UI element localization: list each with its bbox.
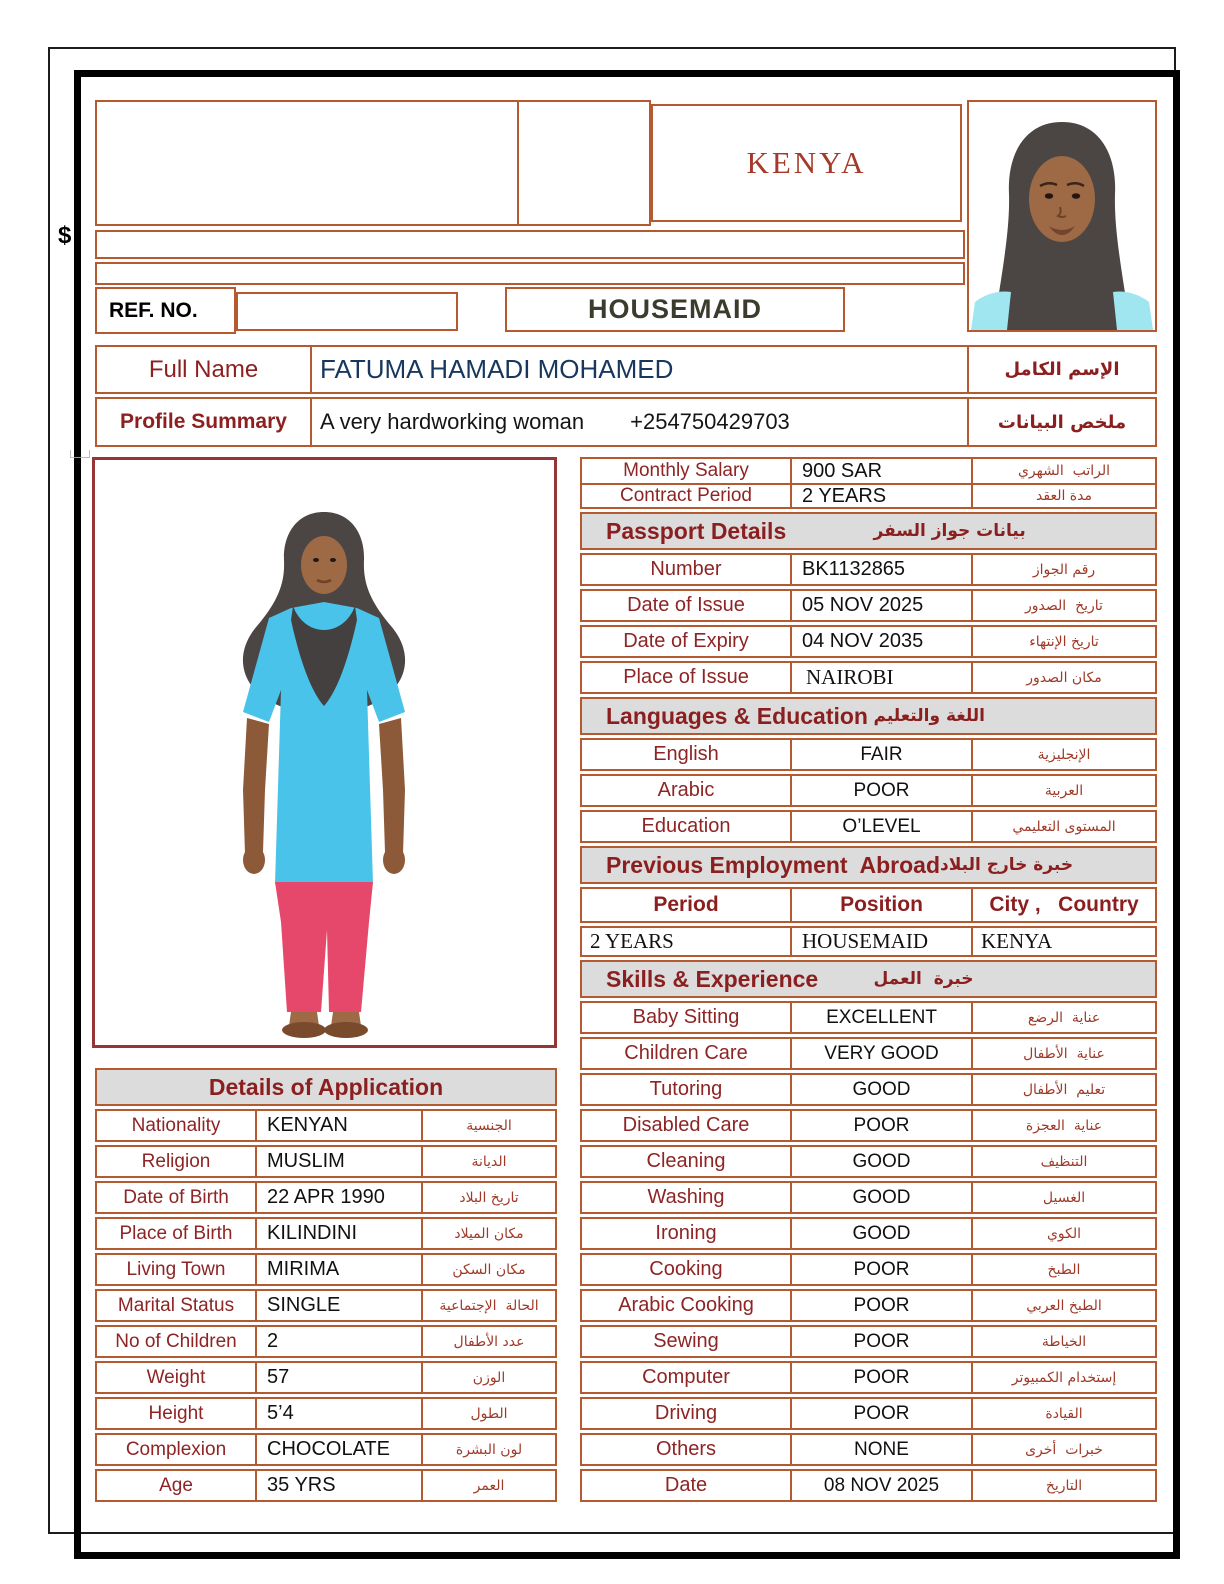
full-name-arabic-label: الإسم الكامل — [967, 347, 1155, 392]
name-summary-table — [95, 345, 1157, 450]
details-table-row — [95, 1109, 557, 1142]
info-table-row — [580, 774, 1157, 807]
row-label: Date of Issue — [627, 594, 745, 616]
row-label: Nationality — [131, 1114, 221, 1136]
info-table-row — [580, 1325, 1157, 1358]
row-value: POOR — [790, 1291, 971, 1320]
row-arabic-label: لون البشرة — [421, 1435, 555, 1464]
full-name-row — [95, 345, 1157, 394]
row-arabic-label: مدة العقد — [971, 485, 1155, 507]
row-value: NAIROBI — [790, 663, 971, 692]
row-label: Washing — [647, 1186, 725, 1208]
details-table-row — [95, 1433, 557, 1466]
row-arabic-label: التاريخ — [971, 1471, 1155, 1500]
details-table-row — [95, 1325, 557, 1358]
row-label: Contract Period — [619, 485, 752, 506]
row-arabic-label: بيانات جواز السفر — [874, 514, 1156, 548]
country-title: KENYA — [746, 145, 867, 180]
row-arabic-label: الطبخ العربي — [971, 1291, 1155, 1320]
header-empty-strip-2 — [95, 262, 965, 285]
info-table-row — [580, 810, 1157, 843]
row-arabic-label: الحالة الإجتماعية — [421, 1291, 555, 1320]
row-label: Previous Employment Abroad — [606, 851, 940, 878]
ref-no-value-box — [236, 292, 458, 331]
info-table-row — [580, 1109, 1157, 1142]
profile-summary-arabic-label: ملخص البيانات — [967, 399, 1155, 445]
row-label: Date of Expiry — [623, 630, 749, 652]
info-table-row — [580, 1289, 1157, 1322]
row-arabic-label: الخياطة — [971, 1327, 1155, 1356]
row-label: Arabic Cooking — [618, 1294, 754, 1316]
row-arabic-label: عناية الأطفال — [971, 1039, 1155, 1068]
row-arabic-label: تعليم الأطفال — [971, 1075, 1155, 1104]
row-arabic-label: اللغة والتعليم — [874, 699, 1156, 733]
row-label: Date of Birth — [123, 1186, 229, 1208]
row-value: HOUSEMAID — [790, 928, 971, 955]
profile-summary-label: Profile Summary — [120, 410, 287, 433]
row-value: EXCELLENT — [790, 1003, 971, 1032]
row-arabic-label: خبرة العمل — [874, 962, 1156, 996]
info-table-row — [580, 457, 1157, 483]
row-label: Computer — [642, 1366, 730, 1388]
info-table-row — [580, 846, 1157, 884]
row-arabic-label: الديانة — [421, 1147, 555, 1176]
row-arabic-label: عدد الأطفال — [421, 1327, 555, 1356]
applicant-info-table — [580, 457, 1157, 1505]
row-label: Marital Status — [117, 1294, 235, 1316]
details-table-row — [95, 1145, 557, 1178]
row-value: 22 APR 1990 — [255, 1183, 421, 1212]
row-arabic-label: القيادة — [971, 1399, 1155, 1428]
row-value: GOOD — [790, 1147, 971, 1176]
full-name-value-cell — [310, 347, 967, 392]
row-arabic-label: المستوى التعليمي — [971, 812, 1155, 841]
row-arabic-label: الكوي — [971, 1219, 1155, 1248]
header-empty-box-left — [95, 100, 519, 226]
full-name-value: FATUMA HAMADI MOHAMED — [320, 354, 674, 384]
row-arabic-label: عناية الرضع — [971, 1003, 1155, 1032]
ref-no-box — [95, 287, 236, 334]
row-label: Others — [655, 1438, 717, 1460]
row-value: 5’4 — [255, 1399, 421, 1428]
row-value: POOR — [790, 1363, 971, 1392]
row-arabic-label: خبرة خارج البلاد — [940, 848, 1155, 882]
row-label: Age — [159, 1474, 193, 1496]
row-value: KENYAN — [255, 1111, 421, 1140]
full-name-label: Full Name — [148, 355, 259, 383]
info-table-row — [580, 1361, 1157, 1394]
row-label: Languages & Education — [606, 702, 868, 729]
row-value: FAIR — [790, 740, 971, 769]
details-table-row — [95, 1181, 557, 1214]
row-arabic-label: العمر — [421, 1471, 555, 1500]
details-table-row — [95, 1289, 557, 1322]
row-arabic-label: تاريخ البلاد — [421, 1183, 555, 1212]
row-label: Religion — [141, 1150, 211, 1172]
info-table-row — [580, 1217, 1157, 1250]
row-value: VERY GOOD — [790, 1039, 971, 1068]
row-value: GOOD — [790, 1075, 971, 1104]
profile-summary-value-cell — [310, 399, 967, 445]
details-table-row — [95, 1469, 557, 1502]
row-value: 900 SAR — [790, 459, 971, 483]
applicant-headshot-image — [969, 102, 1155, 330]
row-value: 08 NOV 2025 — [790, 1471, 971, 1500]
row-arabic-label: KENYA — [971, 928, 1155, 955]
info-table-row — [580, 1073, 1157, 1106]
row-value: MUSLIM — [255, 1147, 421, 1176]
row-value: 04 NOV 2035 — [790, 627, 971, 656]
full-body-photo — [92, 457, 557, 1048]
row-label: Period — [653, 893, 719, 916]
row-value: 35 YRS — [255, 1471, 421, 1500]
row-arabic-label: City , Country — [971, 889, 1155, 921]
details-of-application-table — [95, 1068, 557, 1505]
profile-phone-number: +254750429703 — [630, 409, 790, 434]
row-value: SINGLE — [255, 1291, 421, 1320]
header-empty-strip-1 — [95, 230, 965, 259]
row-value: BK1132865 — [790, 555, 971, 584]
row-label: Place of Issue — [623, 666, 749, 688]
row-label: Passport Details — [606, 517, 787, 544]
info-table-row — [580, 553, 1157, 586]
info-table-row — [580, 1433, 1157, 1466]
row-value: POOR — [790, 776, 971, 805]
info-table-row — [580, 483, 1157, 509]
info-table-row — [580, 1037, 1157, 1070]
headshot-photo — [967, 100, 1157, 332]
row-label: Arabic — [657, 779, 715, 801]
row-arabic-label: مكان الصدور — [971, 663, 1155, 692]
row-arabic-label: إستخدام الكمبيوتر — [971, 1363, 1155, 1392]
row-arabic-label: الجنسية — [421, 1111, 555, 1140]
row-label: 2 YEARS — [590, 929, 674, 953]
row-arabic-label: مكان الميلاد — [421, 1219, 555, 1248]
info-table-row — [580, 738, 1157, 771]
row-arabic-label: خبرات أخرى — [971, 1435, 1155, 1464]
details-table-row — [95, 1397, 557, 1430]
scan-artifact-mark — [70, 450, 90, 458]
info-table-row — [580, 697, 1157, 735]
info-table-row — [580, 1253, 1157, 1286]
row-label: Cleaning — [646, 1150, 726, 1172]
row-arabic-label: الطبخ — [971, 1255, 1155, 1284]
row-arabic-label: عناية العجزة — [971, 1111, 1155, 1140]
info-table-row — [580, 1181, 1157, 1214]
country-title-box — [651, 104, 962, 222]
info-table-row — [580, 625, 1157, 658]
info-table-row — [580, 512, 1157, 550]
row-arabic-label: الراتب الشهري — [971, 459, 1155, 483]
row-label: Complexion — [125, 1438, 227, 1460]
position-title-box — [505, 287, 845, 332]
row-label: Cooking — [649, 1258, 723, 1280]
info-table-row — [580, 1001, 1157, 1034]
row-label: Place of Birth — [119, 1222, 233, 1244]
row-label: Weight — [146, 1366, 206, 1388]
profile-summary-row — [95, 397, 1157, 447]
row-value: KILINDINI — [255, 1219, 421, 1248]
row-label: Number — [650, 558, 722, 580]
details-table-row — [95, 1253, 557, 1286]
row-value: POOR — [790, 1111, 971, 1140]
row-label: Disabled Care — [622, 1114, 750, 1136]
row-label: No of Children — [115, 1330, 237, 1352]
row-arabic-label: تاريخ الصدور — [971, 591, 1155, 620]
row-value: POOR — [790, 1327, 971, 1356]
header-empty-box-middle — [517, 100, 651, 226]
row-label: Tutoring — [649, 1078, 723, 1100]
row-value: NONE — [790, 1435, 971, 1464]
row-arabic-label: الطول — [421, 1399, 555, 1428]
row-label: Sewing — [653, 1330, 719, 1352]
row-label: English — [653, 743, 719, 765]
details-table-row — [95, 1361, 557, 1394]
row-value: GOOD — [790, 1219, 971, 1248]
info-table-row — [580, 960, 1157, 998]
row-value: 57 — [255, 1363, 421, 1392]
info-table-row — [580, 926, 1157, 957]
row-arabic-label: الإنجليزية — [971, 740, 1155, 769]
row-arabic-label: تاريخ الإنتهاء — [971, 627, 1155, 656]
info-table-row — [580, 1145, 1157, 1178]
row-value: Position — [790, 889, 971, 921]
row-value: O’LEVEL — [790, 812, 971, 841]
row-arabic-label: الوزن — [421, 1363, 555, 1392]
row-value: CHOCOLATE — [255, 1435, 421, 1464]
row-arabic-label: رقم الجواز — [971, 555, 1155, 584]
ref-no-label: REF. NO. — [109, 298, 198, 322]
row-label: Children Care — [624, 1042, 748, 1064]
row-value: POOR — [790, 1255, 971, 1284]
row-label: Education — [641, 815, 731, 837]
row-arabic-label: العربية — [971, 776, 1155, 805]
info-table-row — [580, 1469, 1157, 1502]
row-value: 05 NOV 2025 — [790, 591, 971, 620]
row-label: Driving — [654, 1402, 718, 1424]
row-label: Living Town — [126, 1258, 226, 1280]
row-label: Ironing — [655, 1222, 717, 1244]
position-title: HOUSEMAID — [587, 294, 762, 324]
applicant-full-body-image — [95, 460, 554, 1045]
profile-summary-text: A very hardworking woman — [320, 409, 585, 434]
row-value: GOOD — [790, 1183, 971, 1212]
info-table-row — [580, 661, 1157, 694]
row-label: Height — [148, 1402, 204, 1424]
row-label: Baby Sitting — [632, 1006, 740, 1028]
info-table-row — [580, 1397, 1157, 1430]
details-table-row — [95, 1217, 557, 1250]
row-value: MIRIMA — [255, 1255, 421, 1284]
details-table-title: Details of Application — [95, 1068, 557, 1106]
row-value: 2 YEARS — [790, 485, 971, 507]
stray-dollar-char: $ — [58, 222, 72, 249]
row-arabic-label: التنظيف — [971, 1147, 1155, 1176]
row-label: Monthly Salary — [623, 460, 749, 481]
info-table-row — [580, 589, 1157, 622]
row-arabic-label: الغسيل — [971, 1183, 1155, 1212]
row-value: 2 — [255, 1327, 421, 1356]
row-label: Skills & Experience — [606, 965, 819, 992]
row-label: Date — [664, 1474, 708, 1496]
row-arabic-label: مكان السكن — [421, 1255, 555, 1284]
row-value: POOR — [790, 1399, 971, 1428]
info-table-row — [580, 887, 1157, 923]
